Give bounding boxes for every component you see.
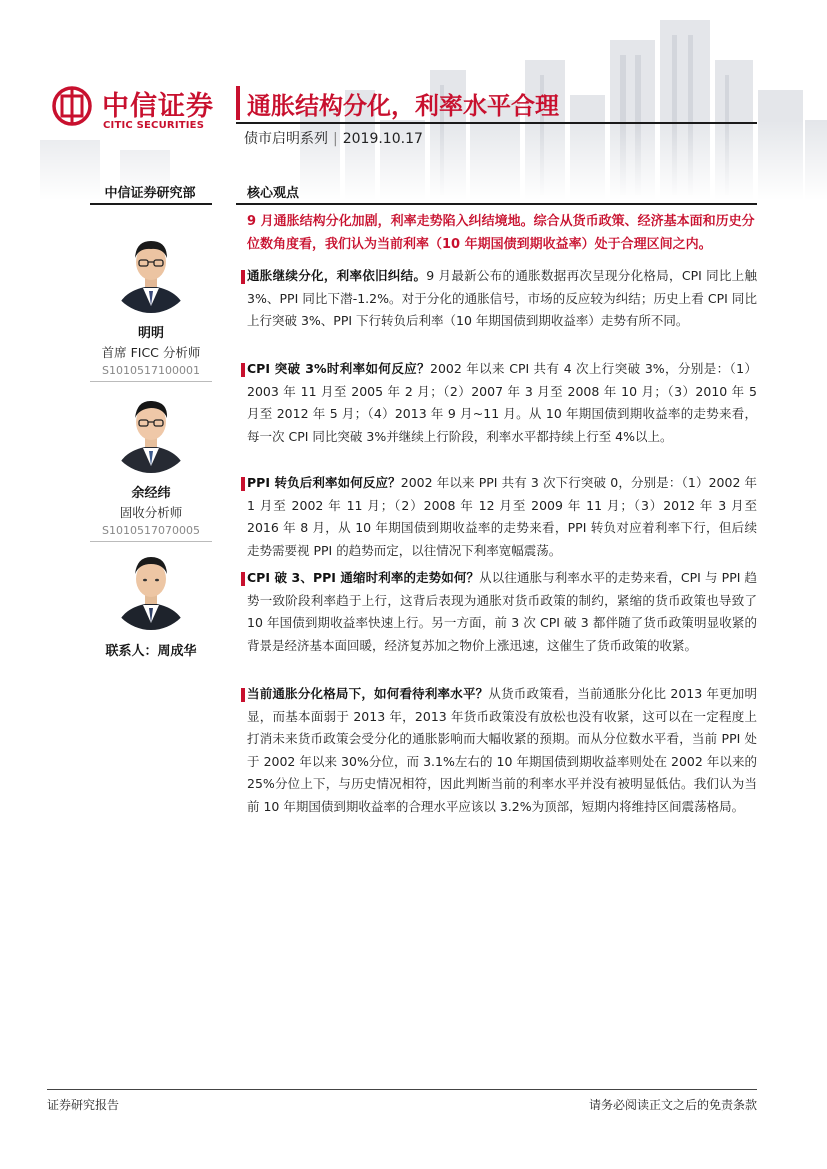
bullet-marker-icon bbox=[241, 477, 245, 491]
citic-logo-icon bbox=[52, 86, 92, 126]
bullet-marker-icon bbox=[241, 688, 245, 702]
title-divider bbox=[236, 122, 757, 124]
analyst-role: 固收分析师 bbox=[119, 505, 183, 520]
analyst-photo-icon bbox=[108, 228, 194, 314]
bullet-marker-icon bbox=[241, 363, 245, 377]
key-point bbox=[247, 567, 757, 657]
dept-divider bbox=[90, 203, 212, 205]
analyst-photo-icon bbox=[108, 388, 194, 474]
contact-card bbox=[90, 545, 212, 631]
report-title: 通胀结构分化，利率水平合理 bbox=[247, 92, 559, 120]
key-point-body: 9 月最新公布的通胀数据再次呈现分化格局，CPI 同比上触 3%、PPI 同比下潜-1.2%。对于分化的通胀信号，市场的反应较为纠结；历史上看 CPI 同比上行突破 3%、PPI 下行转负后利率（10 年期国债到期收益率）走势有所不同。 bbox=[247, 268, 757, 328]
key-point-heading: 通胀继续分化，利率依旧纠结。 bbox=[247, 268, 427, 283]
key-point-heading: CPI 突破 3%时利率如何反应？ bbox=[247, 361, 431, 376]
title-accent-bar bbox=[236, 86, 240, 120]
section-label: 核心观点 bbox=[247, 186, 300, 201]
series-line bbox=[244, 128, 423, 148]
series-name: 债市启明系列 bbox=[244, 131, 328, 147]
key-point-heading: 当前通胀分化格局下，如何看待利率水平？ bbox=[247, 686, 489, 701]
key-point bbox=[247, 358, 757, 448]
analyst-card bbox=[90, 388, 212, 542]
key-point-body: 2002 年以来 PPI 共有 3 次下行突破 0，分别是：（1）2002 年 1 月至 2002 年 11 月；（2）2008 年 12 月至 2009 年 11 月；（3）2012 年 3 月至 2016 年 8 月，从 10 年期国债到期收益率的走势来看，PPI 转负对应着利率下行，但后续走势需要视 PPI 的趋势而定，以往情况下利率宽幅震荡。 bbox=[247, 475, 758, 558]
key-point-body: 从以往通胀与利率水平的走势来看，CPI 与 PPI 趋势一致阶段利率趋于上行，这背后表现为通胀对货币政策的制约，紧缩的货币政策也导致了 10 年国债到期收益率快速上行。另一方面，前 3 次 CPI 破 3 都伴随了货币政策明显收紧的背景是经济基本面回暖，经济复苏加之物价上涨迅速，这催生了货币政策的收紧。 bbox=[247, 570, 757, 653]
report-date: 2019.10.17 bbox=[342, 131, 423, 147]
key-point-heading: CPI 破 3、PPI 通缩时利率的走势如何？ bbox=[247, 570, 480, 585]
analyst-license-id: S1010517070005 bbox=[102, 524, 200, 537]
contact-photo-icon bbox=[108, 545, 194, 631]
section-divider bbox=[236, 203, 757, 205]
analyst-role: 首席 FICC 分析师 bbox=[101, 345, 201, 360]
footer-divider bbox=[47, 1089, 757, 1090]
footer-disclaimer-link: 请务必阅读正文之后的免责条款 bbox=[588, 1098, 757, 1112]
key-point bbox=[247, 683, 757, 818]
key-point bbox=[247, 472, 757, 562]
analyst-name: 明明 bbox=[137, 326, 164, 341]
key-point-body: 从货币政策看，当前通胀分化比 2013 年更加明显，而基本面弱于 2013 年，2013 年货币政策没有放松也没有收紧，这可以在一定程度上打消未来货币政策会受分化的通胀影响而大幅收紧的预期。而从分位数水平看，当前 PPI 处于 2002 年以来 30%分位，而 3.1%左右的 10 年期国债到期收益率则处在 2002 年以来的 25%分位上下，与历史情况相符，因此判断当前的利率水平并没有被明显低估。我们认为当前 10 年期国债到期收益率的合理水平应该以 3.2%为顶部，短期内将维持区间震荡格局。 bbox=[247, 686, 757, 814]
analyst-name: 余经纬 bbox=[131, 486, 171, 501]
bullet-marker-icon bbox=[241, 270, 245, 284]
contact-person: 联系人：周成华 bbox=[105, 644, 197, 659]
analyst-divider bbox=[90, 541, 212, 542]
analyst-card bbox=[90, 228, 212, 382]
key-point-heading: PPI 转负后利率如何反应？ bbox=[247, 475, 401, 490]
key-point bbox=[247, 265, 757, 333]
key-summary: 9 月通胀结构分化加剧，利率走势陷入纠结境地。综合从货币政策、经济基本面和历史分位数角度看，我们认为当前利率（10 年期国债到期收益率）处于合理区间之内。 bbox=[247, 214, 755, 252]
logo-text-cn: 中信证券 bbox=[102, 91, 214, 122]
series-separator: | bbox=[333, 131, 338, 147]
analyst-license-id: S1010517100001 bbox=[102, 364, 200, 377]
key-point-body: 2002 年以来 CPI 共有 4 次上行突破 3%，分别是：（1）2003 年 11 月至 2005 年 2 月；（2）2007 年 3 月至 2008 年 10 月；（3）2010 年 5 月至 2012 年 5 月；（4）2013 年 9 月~11 月。从 10 年期国债到期收益率的走势来看，每一次 CPI 同比突破 3%并继续上行阶段，利率水平都持续上行至 4%以上。 bbox=[247, 361, 758, 444]
analyst-divider bbox=[90, 381, 212, 382]
logo-text-en: CITIC SECURITIES bbox=[103, 120, 205, 131]
dept-label: 中信证券研究部 bbox=[104, 186, 196, 201]
footer-report-type: 证券研究报告 bbox=[47, 1098, 120, 1112]
bullet-marker-icon bbox=[241, 572, 245, 586]
